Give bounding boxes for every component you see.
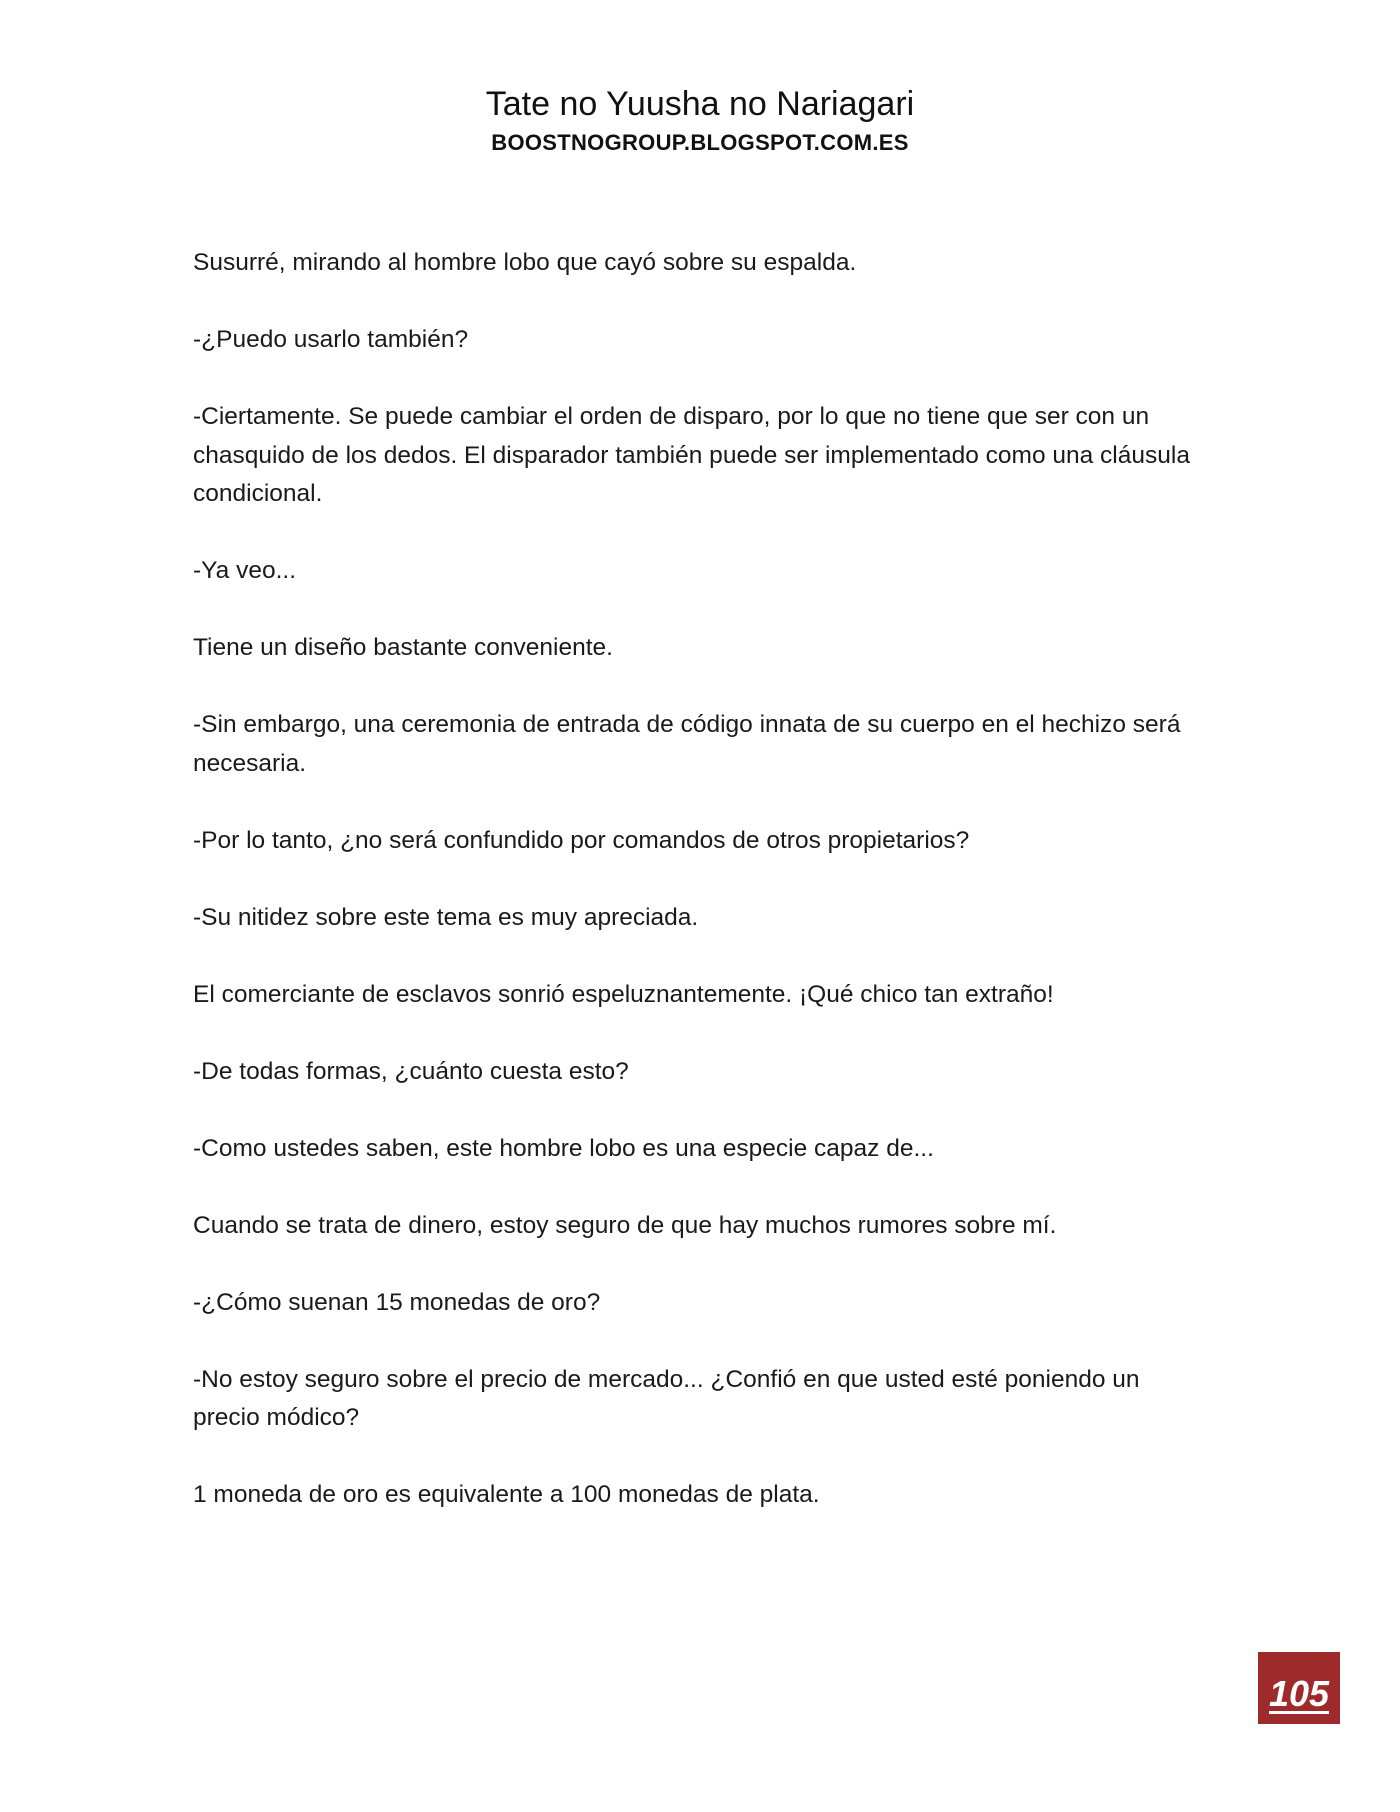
- page-number: 105: [1268, 1673, 1330, 1714]
- paragraph: -Su nitidez sobre este tema es muy apreciada.: [193, 903, 699, 931]
- document-title: Tate no Yuusha no Nariagari: [485, 85, 915, 123]
- paragraph: El comerciante de esclavos sonrió espeluznantemente. ¡Qué chico tan extraño!: [193, 980, 1054, 1008]
- paragraph: Tiene un diseño bastante conveniente.: [193, 634, 613, 661]
- blog-url: BOOSTNOGROUP.BLOGSPOT.COM.ES: [491, 130, 909, 155]
- paragraph: -De todas formas, ¿cuánto cuesta esto?: [193, 1057, 629, 1085]
- body-text: [193, 244, 1203, 1553]
- paragraph: -¿Cómo suenan 15 monedas de oro?: [193, 1288, 601, 1316]
- paragraph: 1 moneda de oro es equivalente a 100 monedas de plata.: [193, 1481, 820, 1508]
- paragraph: -Ya veo...: [193, 557, 297, 584]
- paragraph: -No estoy seguro sobre el precio de mercado... ¿Confió en que usted esté poniendo un precio módico?: [193, 1365, 1140, 1431]
- paragraph: -Sin embargo, una ceremonia de entrada de código innata de su cuerpo en el hechizo será necesaria.: [193, 711, 1181, 777]
- paragraph: -¿Puedo usarlo también?: [193, 326, 469, 353]
- paragraph: Susurré, mirando al hombre lobo que cayó sobre su espalda.: [193, 249, 857, 276]
- paragraph: -Por lo tanto, ¿no será confundido por comandos de otros propietarios?: [193, 826, 970, 854]
- page-number-badge: [1258, 1652, 1340, 1724]
- paragraph: -Ciertamente. Se puede cambiar el orden de disparo, por lo que no tiene que ser con un chasquido de los dedos. El disparador también puede ser implementado como una cláusula condicional.: [193, 403, 1190, 507]
- page-header: [0, 84, 1400, 158]
- paragraph: Cuando se trata de dinero, estoy seguro de que hay muchos rumores sobre mí.: [193, 1211, 1057, 1239]
- paragraph: -Como ustedes saben, este hombre lobo es una especie capaz de...: [193, 1134, 934, 1162]
